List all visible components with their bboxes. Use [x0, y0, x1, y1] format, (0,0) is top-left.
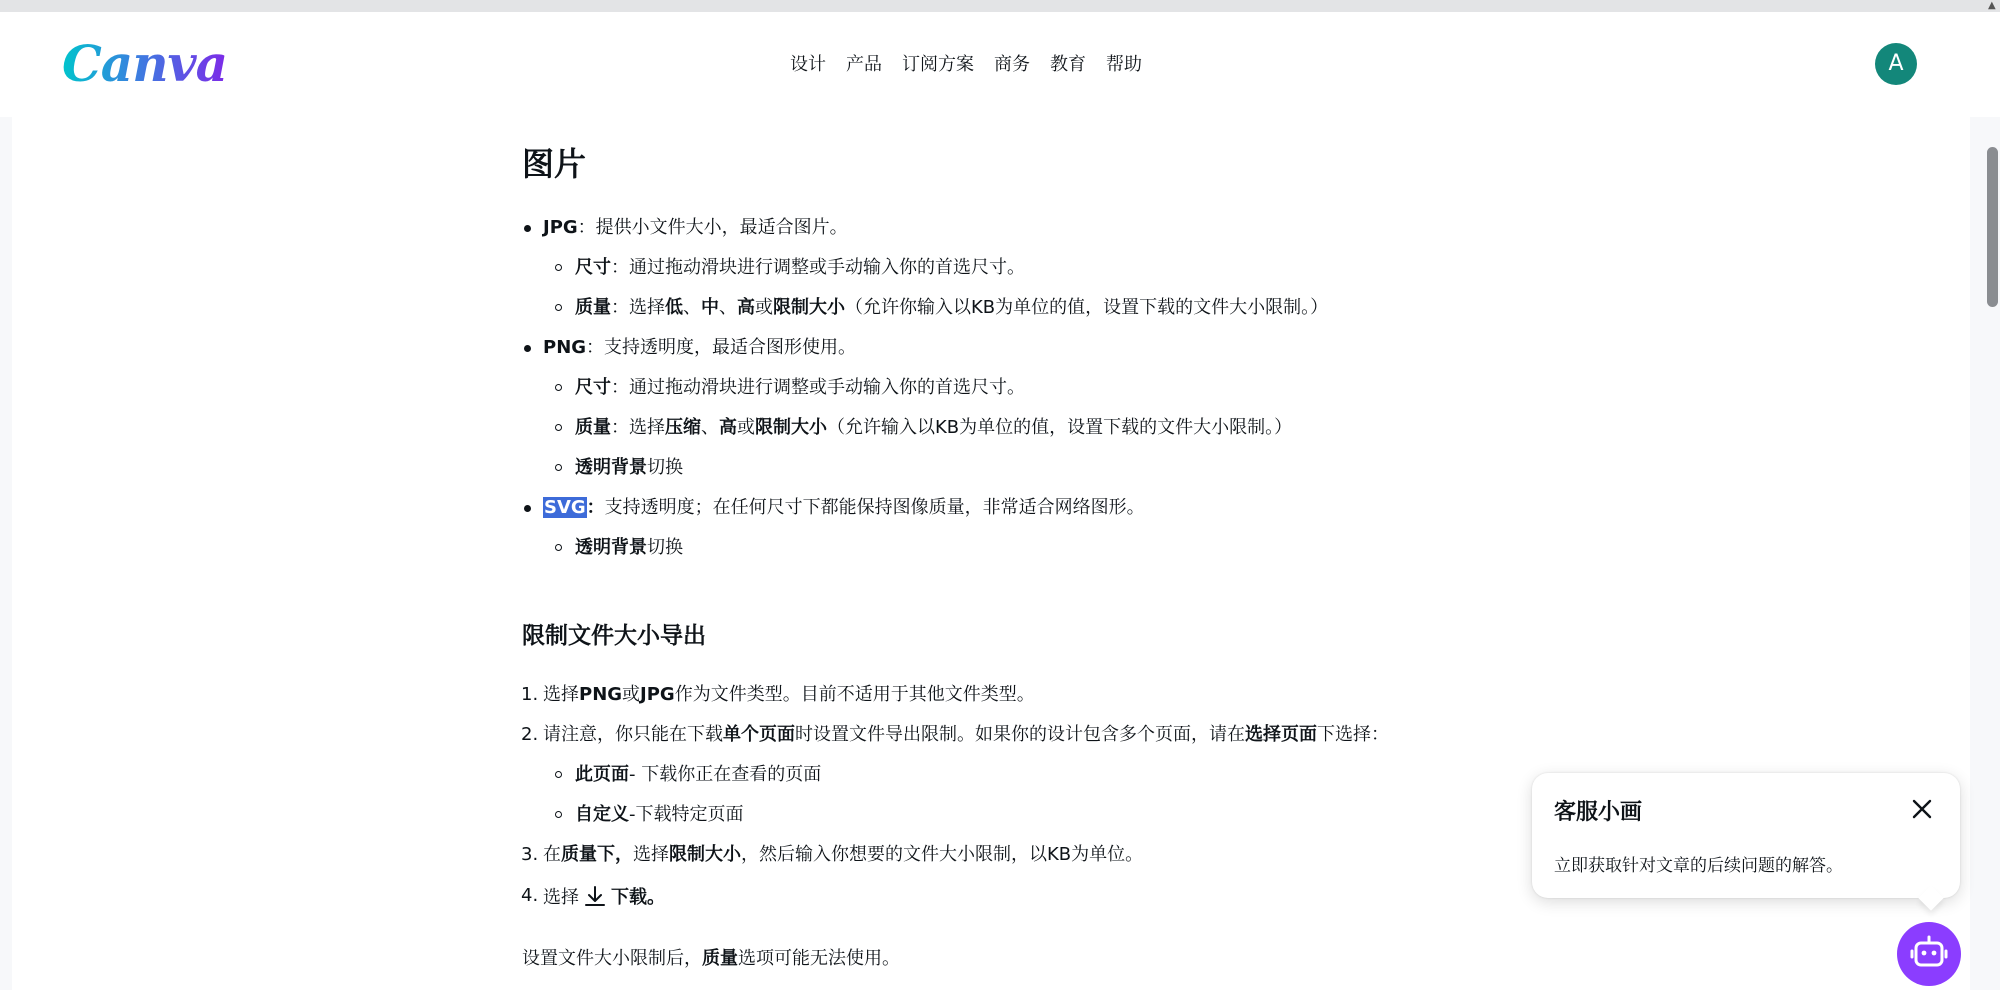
list-item-svg-transparent: 透明背景切换 [575, 536, 683, 560]
bullet-icon [524, 505, 531, 512]
step-1: 1. 选择PNG或JPG作为文件类型。目前不适用于其他文件类型。 [521, 684, 1035, 705]
list-item-png-transparent: 透明背景切换 [575, 456, 683, 480]
robot-icon [1897, 922, 1961, 986]
selected-text-svg[interactable]: SVG [544, 497, 586, 518]
step-2-option-custom: 自定义-下载特定页面 [575, 803, 744, 827]
list-item-png-size: 尺寸：通过拖动滑块进行调整或手动输入你的首选尺寸。 [575, 376, 1025, 400]
list-item-png: PNG：支持透明度，最适合图形使用。 [543, 336, 856, 360]
note-paragraph: 设置文件大小限制后，质量选项可能无法使用。 [522, 948, 900, 969]
bullet-icon [524, 345, 531, 352]
circle-bullet-icon [555, 424, 562, 431]
circle-bullet-icon [555, 264, 562, 271]
nav-item-design[interactable]: 设计 [790, 54, 826, 75]
popup-body: 立即获取针对文章的后续问题的解答。 [1554, 856, 1843, 876]
assistant-popup [1532, 773, 1960, 898]
nav-item-plans[interactable]: 订阅方案 [902, 54, 974, 75]
nav-item-help[interactable]: 帮助 [1106, 54, 1142, 75]
download-icon [583, 884, 607, 915]
section-heading-limit-size: 限制文件大小导出 [522, 623, 706, 649]
canva-logo[interactable]: Canva [62, 34, 227, 93]
list-item-jpg: JPG：提供小文件大小，最适合图片。 [543, 216, 848, 240]
list-item-jpg-quality: 质量：选择低、中、高或限制大小（允许你输入以KB为单位的值，设置下载的文件大小限制。） [575, 296, 1328, 320]
nav-item-education[interactable]: 教育 [1050, 54, 1086, 75]
step-2: 2. 请注意，你只能在下载单个页面时设置文件导出限制。如果你的设计包含多个页面，请在选择页面下选择： [521, 724, 1389, 745]
list-item-jpg-size: 尺寸：通过拖动滑块进行调整或手动输入你的首选尺寸。 [575, 256, 1025, 280]
step-4: 4. 选择 下载。 [543, 884, 665, 915]
list-item-png-quality: 质量：选择压缩、高或限制大小（允许输入以KB为单位的值，设置下载的文件大小限制。） [575, 416, 1292, 440]
circle-bullet-icon [555, 544, 562, 551]
step-2-option-this-page: 此页面- 下载你正在查看的页面 [575, 763, 821, 787]
circle-bullet-icon [555, 304, 562, 311]
browser-top-edge [0, 0, 2000, 12]
popup-title: 客服小画 [1554, 800, 1643, 825]
bullet-icon [524, 225, 531, 232]
circle-bullet-icon [555, 464, 562, 471]
avatar[interactable]: A [1875, 43, 1917, 85]
article-heading-images: 图片 [522, 145, 587, 183]
step-3: 3. 在质量下，选择限制大小，然后输入你想要的文件大小限制，以KB为单位。 [521, 844, 1144, 865]
list-item-svg: SVG：支持透明度；在任何尺寸下都能保持图像质量，非常适合网络图形。 [543, 496, 1145, 520]
circle-bullet-icon [555, 771, 562, 778]
nav-item-product[interactable]: 产品 [846, 54, 882, 75]
main-nav [790, 50, 1162, 76]
nav-item-business[interactable]: 商务 [994, 54, 1030, 75]
scroll-up-arrow-icon[interactable]: ▲ [1988, 0, 1996, 11]
close-icon[interactable] [1910, 797, 1934, 821]
circle-bullet-icon [555, 811, 562, 818]
assistant-bot-button[interactable] [1897, 922, 1961, 986]
scrollbar-thumb[interactable] [1987, 147, 1998, 307]
site-header [0, 12, 2000, 117]
circle-bullet-icon [555, 384, 562, 391]
